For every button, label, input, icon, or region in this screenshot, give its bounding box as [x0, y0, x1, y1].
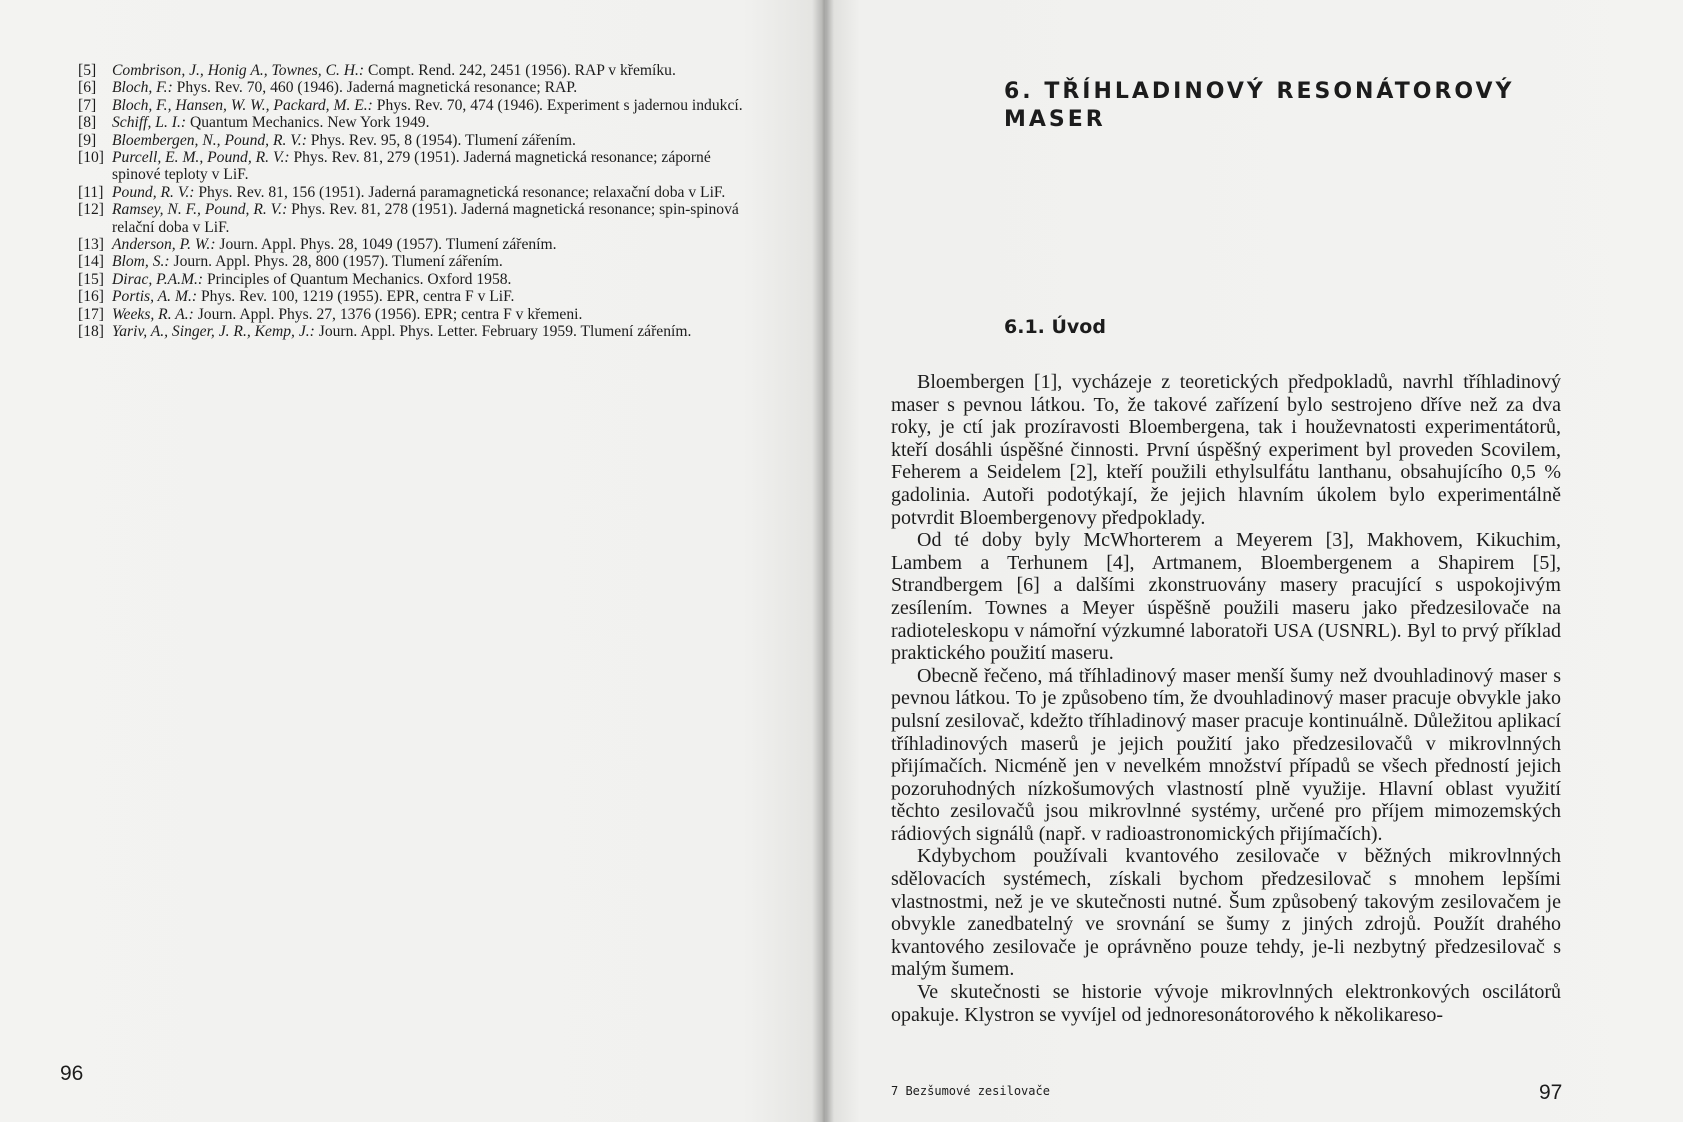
- reference-authors: Combrison, J., Honig A., Townes, C. H.:: [112, 62, 365, 79]
- reference-text: Phys. Rev. 81, 279 (1951). Jaderná magnetická resonance; záporné spinové teploty v LiF.: [112, 149, 711, 184]
- reference-authors: Dirac, P.A.M.:: [112, 270, 204, 288]
- reference-text: Journ. Appl. Phys. 28, 1049 (1957). Tlumení zářením.: [215, 236, 557, 254]
- reference-text: Phys. Rev. 100, 1219 (1955). EPR, centra F v LiF.: [197, 288, 515, 306]
- reference-number: [10]: [78, 149, 104, 167]
- chapter-title: 6. TŘÍHLADINOVÝ RESONÁTOROVÝ MASER: [1004, 79, 1515, 132]
- reference-number: [18]: [78, 323, 104, 341]
- reference-item: [78, 149, 758, 184]
- reference-text: Quantum Mechanics. New York 1949.: [186, 114, 430, 132]
- reference-item: [78, 288, 758, 305]
- reference-number: [5]: [78, 62, 97, 79]
- reference-authors: Bloembergen, N., Pound, R. V.:: [112, 131, 307, 149]
- footer-note: 7 Bezšumové zesilovače: [891, 1084, 1050, 1098]
- reference-text: Journ. Appl. Phys. 28, 800 (1957). Tlumení zářením.: [169, 253, 503, 271]
- reference-item: [78, 62, 758, 79]
- reference-number: [11]: [78, 183, 104, 201]
- reference-item: [78, 236, 758, 253]
- paragraph: Od té doby byly McWhorterem a Meyerem [3], Makhovem, Kikuchim, Lambem a Terhunem [4], Artmanem, Bloembergenem a Shapirem [5], Strandbergem [6] a dalšími zkonstruovány masery pracující s uspokojivým zesílením. Townes a Meyer úspěšně použili maseru jako předzesilovače na radioteleskopu v námořní výzkumné laboratoři USA (USNRL). Byl to prvý příklad praktického použití maseru.: [891, 529, 1561, 665]
- reference-authors: Portis, A. M.:: [112, 288, 198, 306]
- reference-authors: Bloch, F.:: [112, 79, 173, 97]
- reference-text: Principles of Quantum Mechanics. Oxford 1958.: [203, 270, 512, 288]
- reference-text: Journ. Appl. Phys. Letter. February 1959. Tlumení zářením.: [314, 323, 692, 341]
- reference-authors: Ramsey, N. F., Pound, R. V.:: [112, 201, 288, 219]
- reference-authors: Weeks, R. A.:: [112, 305, 194, 323]
- reference-number: [8]: [78, 114, 97, 132]
- reference-number: [6]: [78, 79, 97, 97]
- reference-text: Phys. Rev. 95, 8 (1954). Tlumení zářením.: [306, 131, 576, 149]
- reference-number: [13]: [78, 236, 104, 254]
- reference-number: [7]: [78, 96, 97, 114]
- body-text: [891, 371, 1561, 1026]
- reference-text: Phys. Rev. 81, 278 (1951). Jaderná magnetická resonance; spin-spinová relační doba v LiF.: [112, 201, 739, 236]
- reference-number: [12]: [78, 201, 104, 219]
- paragraph: Kdybychom používali kvantového zesilovače v běžných mikrovlnných sdělovacích systémech, získali bychom předzesilovač s mnohem lepšími vlastnostmi, než je ve skutečnosti nutné. Šum způsobený takovým zesilovačem je obvykle zanedbatelný ve srovnání se šumy z jiných zdrojů. Použít drahého kvantového zesilovače je oprávněno pouze tehdy, je-li nezbytný předzesilovač s malým šumem.: [891, 845, 1561, 981]
- reference-authors: Schiff, L. I.:: [112, 114, 187, 132]
- reference-item: [78, 114, 758, 131]
- reference-number: [17]: [78, 305, 104, 323]
- paragraph: Obecně řečeno, má tříhladinový maser menší šumy než dvouhladinový maser s pevnou látkou. To je způsobeno tím, že dvouhladinový maser pracuje obvykle jako pulsní zesilovač, kdežto tříhladinový maser pracuje kontinuálně. Důležitou aplikací tříhladinových maserů je jejich použití jako předzesilovačů v mikrovlnných přijímačích. Nicméně jen v nevelkém množství případů se všech předností jejich pozoruhodných nízkošumových vlastností plně využije. Hlavní oblast využití těchto zesilovačů jsou mikrovlnné systémy, určené pro příjem mimozemských rádiových signálů (např. v radioastronomických přijímačích).: [891, 664, 1561, 845]
- reference-item: [78, 271, 758, 288]
- book-gutter: [812, 0, 834, 1122]
- left-page: [0, 0, 826, 1122]
- reference-item: [78, 79, 758, 96]
- paragraph: Ve skutečnosti se historie vývoje mikrovlnných elektronkových oscilátorů opakuje. Klystron se vyvíjel od jednoresonátorového k několikareso-: [891, 981, 1561, 1026]
- reference-text: Phys. Rev. 70, 474 (1946). Experiment s jadernou indukcí.: [372, 96, 743, 114]
- reference-authors: Bloch, F., Hansen, W. W., Packard, M. E.:: [112, 96, 373, 114]
- reference-authors: Yariv, A., Singer, J. R., Kemp, J.:: [112, 323, 315, 341]
- reference-number: [14]: [78, 253, 104, 271]
- reference-number: [16]: [78, 288, 104, 306]
- reference-text: Journ. Appl. Phys. 27, 1376 (1956). EPR; centra F v křemeni.: [193, 305, 583, 323]
- reference-number: [15]: [78, 270, 104, 288]
- reference-item: [78, 184, 758, 201]
- reference-authors: Purcell, E. M., Pound, R. V.:: [112, 149, 290, 167]
- page-number-left: 96: [60, 1062, 84, 1085]
- reference-authors: Pound, R. V.:: [112, 183, 195, 201]
- reference-item: [78, 201, 758, 236]
- reference-text: Compt. Rend. 242, 2451 (1956). RAP v křemíku.: [364, 62, 676, 79]
- page-number-right: 97: [1539, 1081, 1563, 1104]
- paragraph: Bloembergen [1], vycházeje z teoretických předpokladů, navrhl tříhladinový maser s pevnou látkou. To, že takové zařízení bylo sestrojeno dříve než za dva roky, je ctí jak prozíravosti Bloembergena, tak i houževnatosti experimentátorů, kteří dosáhli úspěšné činnosti. První úspěšný experiment byl proveden Scovilem, Feherem a Seidelem [2], kteří použili ethylsulfátu lanthanu, obsahujícího 0,5 % gadolinia. Autoři podotýkají, že jejich hlavním úkolem bylo experimentálně potvrdit Bloembergenovy předpoklady.: [891, 371, 1561, 529]
- reference-number: [9]: [78, 131, 97, 149]
- reference-item: [78, 306, 758, 323]
- reference-authors: Blom, S.:: [112, 253, 170, 271]
- reference-item: [78, 97, 758, 114]
- reference-item: [78, 323, 758, 340]
- right-page: [826, 0, 1683, 1122]
- reference-item: [78, 253, 758, 270]
- reference-item: [78, 132, 758, 149]
- reference-text: Phys. Rev. 81, 156 (1951). Jaderná paramagnetická resonance; relaxační doba v LiF.: [194, 183, 726, 201]
- reference-list: [78, 62, 758, 341]
- reference-authors: Anderson, P. W.:: [112, 236, 216, 254]
- reference-text: Phys. Rev. 70, 460 (1946). Jaderná magnetická resonance; RAP.: [172, 79, 578, 97]
- section-title: 6.1. Úvod: [1004, 316, 1106, 338]
